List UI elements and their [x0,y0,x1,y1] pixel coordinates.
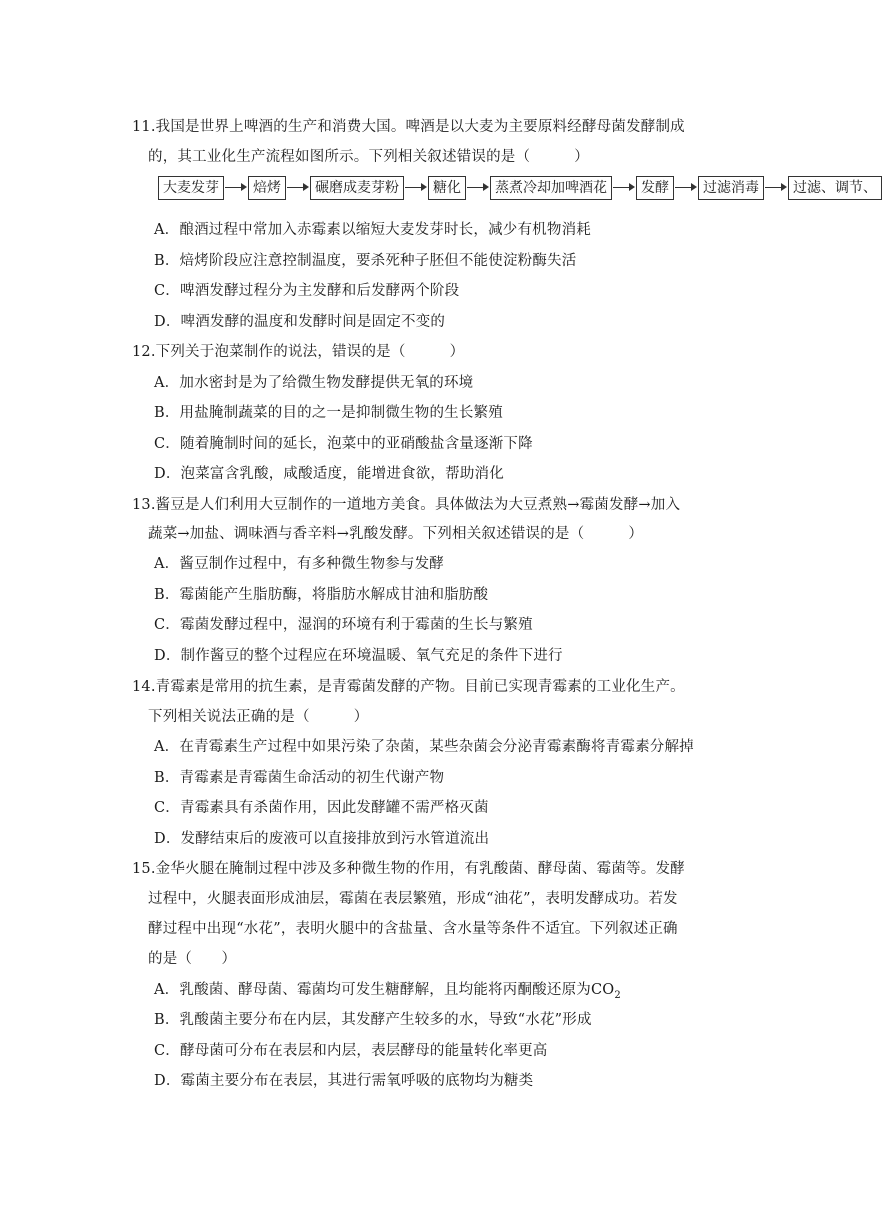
flow-arrow-icon [675,187,697,189]
q14-option-b: B．青霉素是青霉菌生命活动的初生代谢产物 [154,770,445,786]
beer-production-flowchart [158,175,877,201]
q14-stem-line-1: 14.青霉素是常用的抗生素，是青霉菌发酵的产物。目前已实现青霉素的工业化生产。 [132,679,685,695]
q12-stem-line-1: 12.下列关于泡菜制作的说法，错误的是（ ） [132,344,465,360]
flow-step: 糖化 [428,176,466,200]
q12-option-d: D．泡菜富含乳酸，咸酸适度，能增进食欲，帮助消化 [154,466,504,482]
q15-stem-line-4: 的是（ ） [148,951,237,967]
q14-stem-line-2: 下列相关说法正确的是（ ） [148,709,369,725]
q14-option-d: D．发酵结束后的废液可以直接排放到污水管道流出 [154,831,490,847]
q15-stem-line-2: 过程中，火腿表面形成油层，霉菌在表层繁殖，形成“油花”，表明发酵成功。若发 [148,891,678,907]
flow-arrow-icon [765,187,787,189]
flow-arrow-icon [287,187,309,189]
q15-option-b: B．乳酸菌主要分布在内层，其发酵产生较多的水，导致“水花”形成 [154,1012,592,1028]
q11-option-b: B．焙烤阶段应注意控制温度，要杀死种子胚但不能使淀粉酶失活 [154,253,577,269]
q13-option-b: B．霉菌能产生脂肪酶，将脂肪水解成甘油和脂肪酸 [154,587,489,603]
q14-option-c: C．青霉素具有杀菌作用，因此发酵罐不需严格灭菌 [154,800,489,816]
q13-stem-line-2: 蔬菜→加盐、调味酒与香辛料→乳酸发酵。下列相关叙述错误的是（ ） [148,526,644,542]
q14-option-a: A．在青霉素生产过程中如果污染了杂菌，某些杂菌会分泌青霉素酶将青霉素分解掉 [154,739,694,755]
q11-option-d: D．啤酒发酵的温度和发酵时间是固定不变的 [154,314,446,330]
q13-stem-line-1: 13.酱豆是人们利用大豆制作的一道地方美食。具体做法为大豆煮熟→霉菌发酵→加入 [132,497,681,513]
q12-option-b: B．用盐腌制蔬菜的目的之一是抑制微生物的生长繁殖 [154,405,503,421]
q13-option-d: D．制作酱豆的整个过程应在环境温暖、氧气充足的条件下进行 [154,648,563,664]
q15-stem-line-3: 酵过程中出现“水花”，表明火腿中的含盐量、含水量等条件不适宜。下列叙述正确 [148,921,678,937]
q15-option-d: D．霉菌主要分布在表层，其进行需氧呼吸的底物均为糖类 [154,1073,534,1089]
q13-option-a: A．酱豆制作过程中，有多种微生物参与发酵 [154,556,444,572]
q13-option-c: C．霉菌发酵过程中，湿润的环境有利于霉菌的生长与繁殖 [154,617,533,633]
flow-step: 过滤消毒 [698,176,764,200]
q15-option-a-text: A．乳酸菌、酵母菌、霉菌均可发生糖酵解，且均能将丙酮酸还原为CO [154,982,615,998]
q11-stem-line-2: 的，其工业化生产流程如图所示。下列相关叙述错误的是（ ） [148,149,589,165]
flow-step: 大麦发芽 [158,176,224,200]
q11-option-a: A．酿酒过程中常加入赤霉素以缩短大麦发芽时长，减少有机物消耗 [154,222,591,238]
q12-option-a: A．加水密封是为了给微生物发酵提供无氧的环境 [154,375,474,391]
co2-subscript: 2 [614,989,621,1001]
q12-option-c: C．随着腌制时间的延长，泡菜中的亚硝酸盐含量逐渐下降 [154,436,533,452]
flow-arrow-icon [613,187,635,189]
flow-step: 发酵 [636,176,674,200]
flow-arrow-icon [467,187,489,189]
flow-step: 焙烤 [248,176,286,200]
q15-option-a [154,980,621,1000]
flow-step: 过滤、调节、 [788,176,882,200]
flow-step: 碾磨成麦芽粉 [310,176,404,200]
flow-step: 蒸煮冷却加啤酒花 [490,176,612,200]
q15-stem-line-1: 15.金华火腿在腌制过程中涉及多种微生物的作用，有乳酸菌、酵母菌、霉菌等。发酵 [132,861,685,877]
q11-option-c: C．啤酒发酵过程分为主发酵和后发酵两个阶段 [154,283,460,299]
q15-option-c: C．酵母菌可分布在表层和内层，表层酵母的能量转化率更高 [154,1043,548,1059]
flow-arrow-icon [405,187,427,189]
flow-arrow-icon [225,187,247,189]
q11-stem-line-1: 11.我国是世界上啤酒的生产和消费大国。啤酒是以大麦为主要原料经酵母菌发酵制成 [132,119,685,135]
